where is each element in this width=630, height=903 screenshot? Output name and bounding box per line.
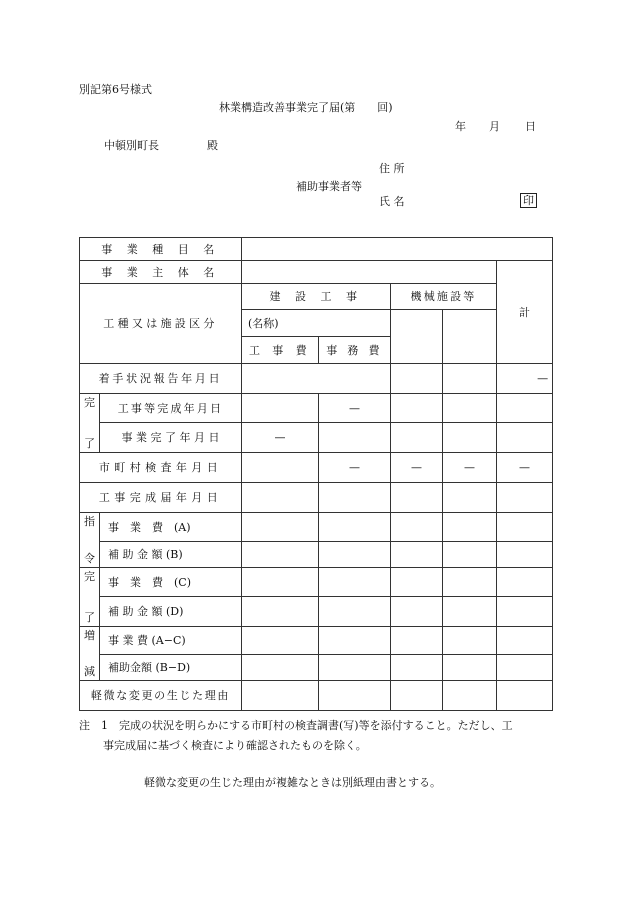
- business-done-date-label: 事 業 完 了 年 月 日: [100, 423, 242, 453]
- business-done-cell-3[interactable]: [391, 423, 443, 453]
- cost-ac-cell-4[interactable]: [443, 627, 497, 655]
- change-group-label: 増 減: [80, 627, 100, 681]
- start-report-cell-4[interactable]: [443, 364, 497, 394]
- date-year-label: 年: [455, 120, 466, 133]
- subsidy-bd-cell-4[interactable]: [443, 655, 497, 681]
- municipal-dash-2: —: [391, 453, 443, 483]
- cost-ac-cell-1[interactable]: [242, 627, 319, 655]
- directive-group-label: 指 令: [80, 513, 100, 568]
- business-type-value[interactable]: [242, 238, 553, 261]
- business-entity-value[interactable]: [242, 261, 497, 284]
- date-month-label: 月: [489, 120, 500, 133]
- subsidy-d-cell-3[interactable]: [391, 597, 443, 627]
- cost-a-cell-4[interactable]: [443, 513, 497, 542]
- work-done-date-label: 工事等完成年月日: [100, 394, 242, 423]
- notice-cell-4[interactable]: [443, 483, 497, 513]
- work-done-cell-5[interactable]: [497, 394, 553, 423]
- seal-mark: 印: [520, 193, 537, 208]
- work-done-cell-4[interactable]: [443, 394, 497, 423]
- minor-change-cell-1[interactable]: [242, 681, 319, 711]
- name-paren-label: (名称): [242, 310, 391, 337]
- date-day-label: 日: [525, 120, 536, 133]
- completed-group-label: 完 了: [80, 568, 100, 627]
- subsidy-bd-cell-5[interactable]: [497, 655, 553, 681]
- form-number: 別記第6号様式: [79, 83, 152, 96]
- subsidy-b-cell-1[interactable]: [242, 542, 319, 568]
- subsidy-b-cell-4[interactable]: [443, 542, 497, 568]
- cost-c-cell-3[interactable]: [391, 568, 443, 597]
- addressee: 中頓別町長: [104, 139, 159, 152]
- business-done-cell-4[interactable]: [443, 423, 497, 453]
- start-report-value[interactable]: [242, 364, 391, 394]
- business-cost-ac-label: 事 業 費 (A−C): [100, 627, 242, 655]
- municipal-cell-1[interactable]: [242, 453, 319, 483]
- business-done-dash: —: [242, 423, 319, 453]
- work-done-cell-1[interactable]: [242, 394, 319, 423]
- completion-group-label: 完 了: [80, 394, 100, 453]
- cost-ac-cell-2[interactable]: [319, 627, 391, 655]
- subsidy-d-cell-1[interactable]: [242, 597, 319, 627]
- notice-cell-2[interactable]: [319, 483, 391, 513]
- business-type-label: 事 業 種 目 名: [80, 238, 242, 261]
- cost-c-cell-2[interactable]: [319, 568, 391, 597]
- note-1-line-1: 注 1 完成の状況を明らかにする市町村の検査調書(写)等を添付すること。ただし、工: [79, 719, 513, 732]
- address-label: 住 所: [379, 162, 405, 175]
- business-cost-a-label: 事 業 費 (A): [100, 513, 242, 542]
- subsidy-b-cell-3[interactable]: [391, 542, 443, 568]
- cost-a-cell-3[interactable]: [391, 513, 443, 542]
- subsidy-b-cell-5[interactable]: [497, 542, 553, 568]
- municipal-dash-3: —: [443, 453, 497, 483]
- applicant-label: 補助事業者等: [296, 180, 362, 193]
- subsidy-d-cell-4[interactable]: [443, 597, 497, 627]
- minor-change-label: 軽微な変更の生じた理由: [80, 681, 242, 711]
- total-header: 計: [497, 261, 553, 364]
- start-report-dash: —: [497, 364, 553, 394]
- machinery-header: 機械施設等: [391, 284, 497, 310]
- subsidy-d-cell-2[interactable]: [319, 597, 391, 627]
- subsidy-bd-label: 補助金額 (B−D): [100, 655, 242, 681]
- cost-c-cell-4[interactable]: [443, 568, 497, 597]
- cost-c-cell-5[interactable]: [497, 568, 553, 597]
- work-class-label: 工種又は施設区分: [80, 284, 242, 364]
- business-cost-c-label: 事 業 費 (C): [100, 568, 242, 597]
- business-done-cell-5[interactable]: [497, 423, 553, 453]
- cost-a-cell-5[interactable]: [497, 513, 553, 542]
- cost-ac-cell-5[interactable]: [497, 627, 553, 655]
- municipal-inspection-label: 市町村検査年月日: [80, 453, 242, 483]
- notice-cell-1[interactable]: [242, 483, 319, 513]
- business-entity-label: 事 業 主 体 名: [80, 261, 242, 284]
- work-cost-header: 工 事 費: [242, 337, 319, 364]
- note-1-line-2: 事完成届に基づく検査により確認されたものを除く。: [103, 739, 367, 752]
- start-report-cell-3[interactable]: [391, 364, 443, 394]
- business-done-cell-2[interactable]: [319, 423, 391, 453]
- honorific: 殿: [207, 139, 218, 152]
- municipal-dash-1: —: [319, 453, 391, 483]
- subsidy-b-cell-2[interactable]: [319, 542, 391, 568]
- completion-notice-label: 工事完成届年月日: [80, 483, 242, 513]
- subsidy-b-label: 補 助 金 額 (B): [100, 542, 242, 568]
- minor-change-cell-5[interactable]: [497, 681, 553, 711]
- cost-ac-cell-3[interactable]: [391, 627, 443, 655]
- minor-change-cell-3[interactable]: [391, 681, 443, 711]
- minor-change-cell-4[interactable]: [443, 681, 497, 711]
- completion-form-table: [79, 237, 553, 711]
- office-cost-header: 事 務 費: [319, 337, 391, 364]
- work-done-dash: —: [319, 394, 391, 423]
- subsidy-bd-cell-2[interactable]: [319, 655, 391, 681]
- cost-c-cell-1[interactable]: [242, 568, 319, 597]
- subsidy-bd-cell-1[interactable]: [242, 655, 319, 681]
- minor-change-cell-2[interactable]: [319, 681, 391, 711]
- start-report-label: 着手状況報告年月日: [80, 364, 242, 394]
- subsidy-bd-cell-3[interactable]: [391, 655, 443, 681]
- cost-a-cell-2[interactable]: [319, 513, 391, 542]
- notice-cell-3[interactable]: [391, 483, 443, 513]
- construction-header: 建 設 工 事: [242, 284, 391, 310]
- machinery-col-1[interactable]: [391, 310, 443, 364]
- municipal-dash-4: —: [497, 453, 553, 483]
- machinery-col-2[interactable]: [443, 310, 497, 364]
- notice-cell-5[interactable]: [497, 483, 553, 513]
- cost-a-cell-1[interactable]: [242, 513, 319, 542]
- work-done-cell-3[interactable]: [391, 394, 443, 423]
- document-title: 林業構造改善事業完了届(第 回): [219, 101, 393, 114]
- subsidy-d-cell-5[interactable]: [497, 597, 553, 627]
- note-2: 軽微な変更の生じた理由が複雑なときは別紙理由書とする。: [144, 776, 441, 789]
- name-label: 氏 名: [379, 195, 405, 208]
- subsidy-d-label: 補 助 金 額 (D): [100, 597, 242, 627]
